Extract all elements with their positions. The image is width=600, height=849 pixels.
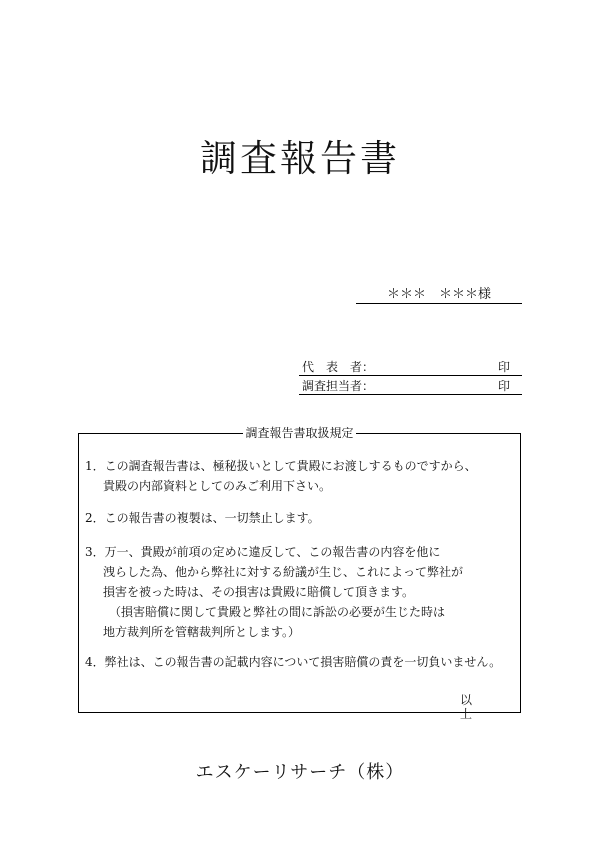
representative-seal-mark: 印 [497,360,510,374]
recipient-name: ＊＊＊ ＊＊＊様 [356,288,522,304]
rule-line: 損害を被った時は、その損害は貴殿に賠償して頂きます。 [103,585,415,599]
rules-heading-text: 調査報告書取扱規定 [245,426,354,440]
rule-line: 3．万一、貴殿が前項の定めに違反して、この報告書の内容を他に [85,545,441,559]
rule-line: 2．この報告書の複製は、一切禁止します。 [85,511,320,525]
investigator-label: 調査担当者： [302,379,375,393]
handling-rules-box [78,426,521,721]
representative-label: 代 表 者： [302,360,375,374]
company-name: エスケーリサーチ（株） [195,762,405,783]
rule-item-2 [85,508,515,528]
rule-line: （損害賠償に関して貴殿と弊社の間に訴訟の必要が生じた時は [109,605,446,619]
closing-mark: 以上 [460,693,505,721]
investigator-signature-line [299,378,522,395]
rule-item-3 [85,542,515,642]
rule-line: 1．この調査報告書は、極秘扱いとして貴殿にお渡しするものですから、 [85,459,477,473]
representative-signature-line [299,359,522,376]
rule-line: 地方裁判所を管轄裁判所とします。） [103,625,301,639]
document-title: 調査報告書 [200,137,400,180]
rule-line: 4．弊社は、この報告書の記載内容について損害賠償の責を一切負いません。 [85,655,502,669]
rule-line: 洩らした為、他から弊社に対する紛議が生じ、これによって弊社が [103,565,464,579]
rule-item-1 [85,456,515,496]
investigator-seal-mark: 印 [497,379,510,393]
rule-line: 貴殿の内部資料としてのみご利用下さい。 [103,479,332,493]
rules-heading [79,426,520,440]
rule-item-4 [85,652,515,672]
